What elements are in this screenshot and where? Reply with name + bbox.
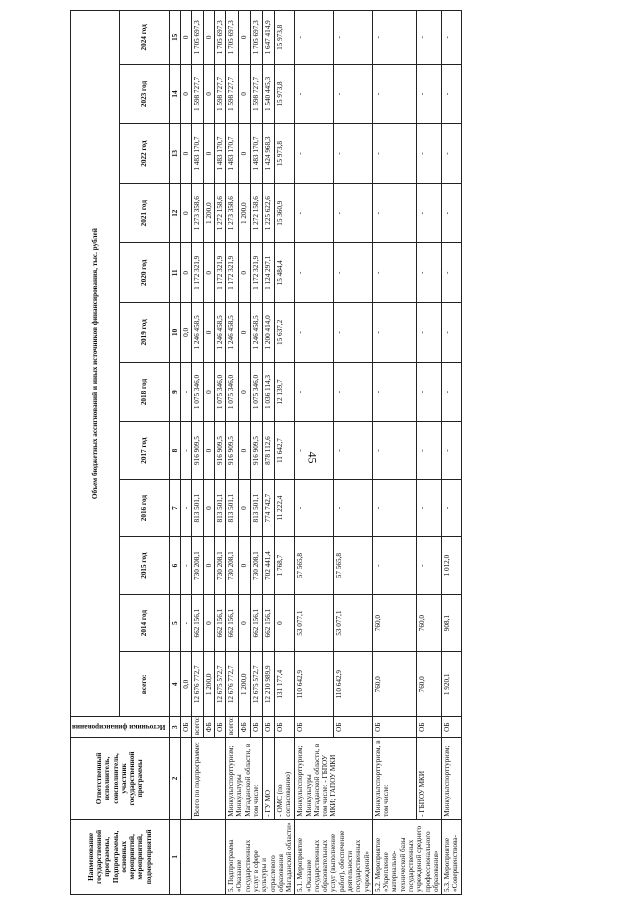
value-cell: - xyxy=(295,362,334,422)
value-cell: 0 xyxy=(238,537,250,595)
value-cell: 0 xyxy=(275,594,295,652)
header-year: 2017 год xyxy=(120,422,169,480)
value-cell: 57 565,8 xyxy=(295,537,334,595)
executor-cell: Минкультспорттуризм; Минкультуры Магаданской области, в том числе: xyxy=(226,738,263,820)
value-cell: 12 210 989,9 xyxy=(263,652,275,717)
column-index: 11 xyxy=(169,243,180,303)
table-row xyxy=(180,11,191,895)
source-cell: ОБ xyxy=(334,717,373,738)
source-cell: ОБ xyxy=(372,717,416,738)
value-cell: 916 909,5 xyxy=(214,422,225,480)
value-cell: - xyxy=(372,64,416,124)
value-cell: 730 208,1 xyxy=(226,537,238,595)
value-cell: 1 075 346,0 xyxy=(226,362,238,422)
header-year: 2022 год xyxy=(120,124,169,184)
value-cell: 916 909,5 xyxy=(250,422,262,480)
program-name-cell: 5.3. Мероприятие «Совершенствова- xyxy=(442,819,462,894)
value-cell: 760,0 xyxy=(372,594,416,652)
table-row xyxy=(275,11,295,895)
value-cell: 1 272 158,6 xyxy=(250,183,262,243)
value-cell: 1 246 458,5 xyxy=(250,303,262,363)
value-cell: - xyxy=(416,479,441,537)
value-cell: 0 xyxy=(203,362,214,422)
value-cell: 1 075 346,0 xyxy=(192,362,203,422)
value-cell: 11 222,4 xyxy=(275,479,295,537)
value-cell: - xyxy=(295,422,334,480)
value-cell: 131 177,4 xyxy=(275,652,295,717)
value-cell: 0 xyxy=(203,64,214,124)
header-funding-title: Объем бюджетных ассигнований и иных источников финансирования, тыс. рублей xyxy=(71,11,120,717)
value-cell: 15 973,8 xyxy=(275,124,295,184)
executor-cell: - ГБПОУ МКИ xyxy=(416,738,441,820)
program-name-cell: 5.1. Мероприятие «Оказание государственных образовательных услуг (выполнение работ), обеспечение деятельности государственных учреждений» xyxy=(295,819,373,894)
value-cell: 1 246 458,5 xyxy=(214,303,225,363)
value-cell: 813 501,1 xyxy=(226,479,238,537)
value-cell: 1 172 321,9 xyxy=(192,243,203,303)
value-cell: 730 208,1 xyxy=(192,537,203,595)
value-cell: - xyxy=(334,11,373,65)
source-cell: ОБ xyxy=(214,717,225,738)
value-cell: 12 676 772,7 xyxy=(192,652,203,717)
table-row xyxy=(442,11,462,895)
executor-cell: Минкультспорттуризм; xyxy=(442,738,462,820)
value-cell: - xyxy=(334,183,373,243)
value-cell: 760,0 xyxy=(416,594,441,652)
value-cell: 1 075 346,0 xyxy=(214,362,225,422)
value-cell: 1 075 346,0 xyxy=(250,362,262,422)
value-cell: - xyxy=(442,183,462,243)
value-cell: 0,0 xyxy=(180,303,191,363)
column-index: 14 xyxy=(169,64,180,124)
value-cell: - xyxy=(295,64,334,124)
value-cell: 15 360,9 xyxy=(275,183,295,243)
column-index: 9 xyxy=(169,362,180,422)
value-cell: 702 441,4 xyxy=(263,537,275,595)
value-cell: 1 172 321,9 xyxy=(214,243,225,303)
value-cell: 1 483 170,7 xyxy=(214,124,225,184)
value-cell: 1 246 458,5 xyxy=(226,303,238,363)
value-cell: 1 246 458,5 xyxy=(192,303,203,363)
value-cell: 57 565,8 xyxy=(334,537,373,595)
source-cell: ОБ xyxy=(416,717,441,738)
header-year: 2024 год xyxy=(120,11,169,65)
value-cell: - xyxy=(372,362,416,422)
value-cell: 1 012,0 xyxy=(442,537,462,595)
source-cell: ОБ xyxy=(263,717,275,738)
value-cell: 813 501,1 xyxy=(214,479,225,537)
value-cell: 0 xyxy=(238,11,250,65)
value-cell: - xyxy=(180,422,191,480)
value-cell: 110 642,9 xyxy=(295,652,334,717)
value-cell: 53 077,1 xyxy=(334,594,373,652)
value-cell: 730 208,1 xyxy=(214,537,225,595)
value-cell: 0 xyxy=(180,11,191,65)
table-row xyxy=(416,11,441,895)
value-cell: 1 036 114,3 xyxy=(263,362,275,422)
executor-cell: Минкультспорттуризм, в том числе: xyxy=(372,738,416,820)
value-cell: 1 124 297,1 xyxy=(263,243,275,303)
value-cell: 760,0 xyxy=(416,652,441,717)
value-cell: - xyxy=(180,594,191,652)
executor-cell: Минкультспорттуризм; Минкультуры Магаданской области, в том числе: - ГБПОУ МКИ; ГАПОУ МКИ xyxy=(295,738,373,820)
value-cell: - xyxy=(180,362,191,422)
value-cell: 15 973,8 xyxy=(275,64,295,124)
value-cell: - xyxy=(334,422,373,480)
value-cell: 0 xyxy=(238,64,250,124)
value-cell: 15 484,4 xyxy=(275,243,295,303)
table-row xyxy=(192,11,203,895)
value-cell: 813 501,1 xyxy=(250,479,262,537)
column-index: 5 xyxy=(169,594,180,652)
column-index: 3 xyxy=(169,717,180,738)
value-cell: 0 xyxy=(203,303,214,363)
value-cell: - xyxy=(416,362,441,422)
value-cell: - xyxy=(442,124,462,184)
value-cell: - xyxy=(334,124,373,184)
value-cell: - xyxy=(295,243,334,303)
column-index: 2 xyxy=(169,738,180,820)
value-cell: 1 598 727,7 xyxy=(226,64,238,124)
value-cell: 0 xyxy=(203,422,214,480)
value-cell: - xyxy=(416,183,441,243)
value-cell: 1 768,7 xyxy=(275,537,295,595)
header-total: всего: xyxy=(120,652,169,717)
value-cell: 1 598 727,7 xyxy=(250,64,262,124)
value-cell: - xyxy=(442,11,462,65)
value-cell: 1 225 622,6 xyxy=(263,183,275,243)
header-year: 2023 год xyxy=(120,64,169,124)
value-cell: 1 705 697,3 xyxy=(214,11,225,65)
value-cell: - xyxy=(416,64,441,124)
value-cell: 916 909,5 xyxy=(192,422,203,480)
value-cell: 916 909,5 xyxy=(226,422,238,480)
value-cell: 12 675 572,7 xyxy=(214,652,225,717)
value-cell: 1 172 321,9 xyxy=(226,243,238,303)
value-cell: 12 139,7 xyxy=(275,362,295,422)
value-cell: 1 705 697,3 xyxy=(226,11,238,65)
value-cell: - xyxy=(442,243,462,303)
value-cell: 0 xyxy=(203,537,214,595)
value-cell: - xyxy=(180,479,191,537)
value-cell: 0 xyxy=(203,124,214,184)
value-cell: 0 xyxy=(238,124,250,184)
header-year: 2014 год xyxy=(120,594,169,652)
value-cell: - xyxy=(334,479,373,537)
table-row xyxy=(263,11,275,895)
header-year: 2015 год xyxy=(120,537,169,595)
value-cell: 1 598 727,7 xyxy=(214,64,225,124)
value-cell: 12 675 572,7 xyxy=(250,652,262,717)
value-cell: 15 973,8 xyxy=(275,11,295,65)
value-cell: - xyxy=(442,362,462,422)
value-cell: - xyxy=(180,537,191,595)
executor-cell xyxy=(180,738,191,820)
value-cell: 0 xyxy=(203,594,214,652)
value-cell: 0 xyxy=(180,243,191,303)
executor-cell: Всего по подпрограмме: xyxy=(192,738,226,820)
value-cell: - xyxy=(334,243,373,303)
header-program-name: Наименование государственной программы, Подпрограммы, основных мероприятий, мероприятий, подмероприятий xyxy=(71,819,170,894)
value-cell: 760,0 xyxy=(372,652,416,717)
value-cell: 15 637,2 xyxy=(275,303,295,363)
value-cell: 1 272 158,6 xyxy=(214,183,225,243)
value-cell: - xyxy=(334,362,373,422)
source-cell: ОБ xyxy=(275,717,295,738)
value-cell: 0 xyxy=(180,124,191,184)
value-cell: - xyxy=(295,303,334,363)
value-cell: 0 xyxy=(238,422,250,480)
value-cell: 1 920,1 xyxy=(442,652,462,717)
value-cell: 0 xyxy=(180,64,191,124)
executor-cell: - ОМС (по согласованию) xyxy=(275,738,295,820)
column-index: 4 xyxy=(169,652,180,717)
value-cell: 908,1 xyxy=(442,594,462,652)
column-index: 7 xyxy=(169,479,180,537)
value-cell: 0 xyxy=(203,243,214,303)
value-cell: 1 273 358,6 xyxy=(192,183,203,243)
value-cell: - xyxy=(372,537,416,595)
program-name-cell: 5. Подпрограмма «Оказание государственных услуг в сфере культуры и отраслевого образования Магаданской области» xyxy=(226,819,295,894)
value-cell: 1 540 445,3 xyxy=(263,64,275,124)
value-cell: 1 200,0 xyxy=(238,652,250,717)
value-cell: 878 112,6 xyxy=(263,422,275,480)
value-cell: - xyxy=(442,479,462,537)
value-cell: 0,0 xyxy=(180,652,191,717)
value-cell: 110 642,9 xyxy=(334,652,373,717)
source-cell: ФБ xyxy=(238,717,250,738)
value-cell: - xyxy=(442,303,462,363)
value-cell: 0 xyxy=(238,594,250,652)
value-cell: - xyxy=(334,303,373,363)
value-cell: - xyxy=(372,183,416,243)
value-cell: 1 200 414,0 xyxy=(263,303,275,363)
value-cell: - xyxy=(416,303,441,363)
value-cell: - xyxy=(416,124,441,184)
column-index: 10 xyxy=(169,303,180,363)
header-year: 2016 год xyxy=(120,479,169,537)
source-cell: всего: xyxy=(192,717,203,738)
header-funding-source: Источники финансирования xyxy=(71,717,170,738)
header-year: 2021 год xyxy=(120,183,169,243)
value-cell: - xyxy=(372,11,416,65)
column-index: 6 xyxy=(169,537,180,595)
value-cell: 1 647 414,9 xyxy=(263,11,275,65)
value-cell: 0 xyxy=(238,243,250,303)
value-cell: - xyxy=(295,479,334,537)
column-index: 8 xyxy=(169,422,180,480)
value-cell: 1 483 170,7 xyxy=(226,124,238,184)
value-cell: 1 200,0 xyxy=(203,652,214,717)
source-cell: ОБ xyxy=(295,717,334,738)
value-cell: 0 xyxy=(203,11,214,65)
page-number: 45 xyxy=(305,451,320,464)
value-cell: - xyxy=(372,124,416,184)
column-index: 12 xyxy=(169,183,180,243)
source-cell: ФБ xyxy=(203,717,214,738)
value-cell: - xyxy=(372,243,416,303)
value-cell: 1 172 321,9 xyxy=(250,243,262,303)
header-year: 2019 год xyxy=(120,303,169,363)
value-cell: - xyxy=(416,11,441,65)
table-row xyxy=(372,11,416,895)
value-cell: - xyxy=(295,124,334,184)
value-cell: 53 077,1 xyxy=(295,594,334,652)
value-cell: 774 742,7 xyxy=(263,479,275,537)
program-name-cell: 5.2. Мероприятие «Укрепление материально-технической базы государственных учреждений среднего профессионального образования» xyxy=(372,819,441,894)
value-cell: - xyxy=(416,537,441,595)
value-cell: - xyxy=(416,422,441,480)
value-cell: 1 598 727,7 xyxy=(192,64,203,124)
source-cell: ОБ xyxy=(442,717,462,738)
value-cell: - xyxy=(372,422,416,480)
value-cell: 1 200,0 xyxy=(203,183,214,243)
column-index: 1 xyxy=(169,819,180,894)
value-cell: 12 676 772,7 xyxy=(226,652,238,717)
value-cell: 662 156,1 xyxy=(263,594,275,652)
program-name-cell xyxy=(180,819,225,894)
rotated-table-container xyxy=(70,10,605,895)
column-index: 13 xyxy=(169,124,180,184)
value-cell: - xyxy=(442,64,462,124)
value-cell: - xyxy=(372,303,416,363)
value-cell: - xyxy=(372,479,416,537)
value-cell: 0 xyxy=(238,479,250,537)
value-cell: 813 501,1 xyxy=(192,479,203,537)
header-executor: Ответственный исполнитель, соисполнитель, участник государственной программы xyxy=(71,738,170,820)
source-cell: ОБ xyxy=(250,717,262,738)
executor-cell: - ГУ МО xyxy=(263,738,275,820)
value-cell: 662 156,1 xyxy=(192,594,203,652)
value-cell: - xyxy=(334,64,373,124)
header-year: 2020 год xyxy=(120,243,169,303)
value-cell: - xyxy=(295,11,334,65)
value-cell: 1 200,0 xyxy=(238,183,250,243)
funding-table xyxy=(70,10,462,895)
value-cell: - xyxy=(416,243,441,303)
value-cell: 1 424 968,3 xyxy=(263,124,275,184)
value-cell: 1 705 697,3 xyxy=(192,11,203,65)
value-cell: 11 642,7 xyxy=(275,422,295,480)
value-cell: 0 xyxy=(238,303,250,363)
value-cell: 0 xyxy=(203,479,214,537)
value-cell: 662 156,1 xyxy=(214,594,225,652)
value-cell: 1 273 358,6 xyxy=(226,183,238,243)
value-cell: 662 156,1 xyxy=(250,594,262,652)
value-cell: 662 156,1 xyxy=(226,594,238,652)
value-cell: 730 208,1 xyxy=(250,537,262,595)
value-cell: - xyxy=(295,183,334,243)
table-row xyxy=(295,11,334,895)
value-cell: 1 483 170,7 xyxy=(250,124,262,184)
source-cell: всего: xyxy=(226,717,238,738)
value-cell: - xyxy=(442,422,462,480)
column-index: 15 xyxy=(169,11,180,65)
source-cell: ОБ xyxy=(180,717,191,738)
table-row xyxy=(226,11,238,895)
value-cell: 0 xyxy=(238,362,250,422)
value-cell: 1 483 170,7 xyxy=(192,124,203,184)
header-year: 2018 год xyxy=(120,362,169,422)
value-cell: 1 705 697,3 xyxy=(250,11,262,65)
value-cell: 0 xyxy=(180,183,191,243)
